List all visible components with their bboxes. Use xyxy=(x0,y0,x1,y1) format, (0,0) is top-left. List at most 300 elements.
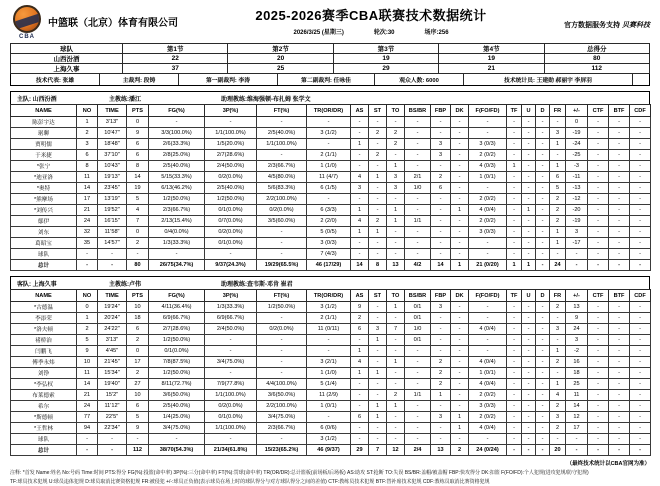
stat-cell: - xyxy=(387,335,405,346)
column-header: 第4节 xyxy=(439,44,544,54)
stat-cell: - xyxy=(588,227,609,238)
stat-cell: 葛昭宝 xyxy=(11,238,77,249)
stat-cell: - xyxy=(588,150,609,161)
table-row xyxy=(11,117,651,128)
stat-cell: 11 (4/7) xyxy=(307,172,351,183)
stat-cell: 2 (0/2) xyxy=(469,412,507,423)
stat-cell: -11 xyxy=(566,172,588,183)
stat-cell: 陈彭宇达 xyxy=(11,117,77,128)
stat-cell: 2/1 xyxy=(405,172,431,183)
stat-cell: 6 (0/6) xyxy=(307,423,351,434)
stat-cell: - xyxy=(77,434,98,445)
officials-row xyxy=(10,74,650,86)
stat-cell: 0/2(0.0%) xyxy=(257,205,307,216)
stat-cell: - xyxy=(588,194,609,205)
stat-cell: 7/8(87.5%) xyxy=(149,357,205,368)
table-row xyxy=(11,227,651,238)
stat-cell: 山西汾酒 xyxy=(11,54,123,64)
stat-cell: 1/3(33.3%) xyxy=(205,302,257,313)
stat-cell: - xyxy=(522,302,536,313)
stat-cell: 9 xyxy=(127,128,149,139)
stat-cell: - xyxy=(431,216,451,227)
stat-cell: - xyxy=(431,161,451,172)
stat-cell: 3'13" xyxy=(98,335,127,346)
stat-cell: 1 xyxy=(550,227,566,238)
stat-cell: 4 (0/4) xyxy=(469,423,507,434)
stat-cell: - xyxy=(451,313,469,324)
stat-cell: 褚桥治 xyxy=(11,335,77,346)
stat-cell: 5 xyxy=(77,335,98,346)
stat-cell: 21'45" xyxy=(98,357,127,368)
stat-cell: - xyxy=(609,346,630,357)
officials-filler xyxy=(633,74,649,85)
stat-cell: - xyxy=(588,401,609,412)
stat-cell: 4 (0/4) xyxy=(469,357,507,368)
table-row xyxy=(11,161,651,172)
data-support xyxy=(564,20,650,30)
stat-cell: - xyxy=(536,346,550,357)
stat-cell: - xyxy=(405,227,431,238)
table-row xyxy=(11,390,651,401)
stat-cell: - xyxy=(536,390,550,401)
stat-cell: 11 (0/11) xyxy=(307,324,351,335)
stat-cell: 于米捷 xyxy=(11,150,77,161)
stat-cell: 15'34" xyxy=(98,368,127,379)
stat-cell: - xyxy=(550,150,566,161)
stat-cell: 16 xyxy=(566,357,588,368)
stat-cell: 2 xyxy=(431,172,451,183)
stat-cell: - xyxy=(522,128,536,139)
stat-cell: 1 (0/1) xyxy=(307,401,351,412)
stat-cell: 10'47" xyxy=(98,128,127,139)
stat-cell: 25 xyxy=(228,64,333,74)
stat-cell: - xyxy=(451,401,469,412)
stat-cell: - xyxy=(588,205,609,216)
stat-cell: - xyxy=(630,117,651,128)
stat-cell: 4 (0/3) xyxy=(469,161,507,172)
column-header: TF xyxy=(507,105,522,117)
table-row xyxy=(11,368,651,379)
stat-cell: - xyxy=(405,238,431,249)
stat-cell: - xyxy=(609,324,630,335)
stat-cell: - xyxy=(522,227,536,238)
stat-cell: -13 xyxy=(566,183,588,194)
stat-cell: - xyxy=(609,216,630,227)
stat-cell: - xyxy=(588,216,609,227)
stat-cell: 0/4(0.0%) xyxy=(149,227,205,238)
stat-cell: - xyxy=(550,368,566,379)
stat-cell: - xyxy=(127,434,149,445)
stat-cell: 1/2(50.0%) xyxy=(149,368,205,379)
stat-cell: - xyxy=(630,313,651,324)
stat-cell: 1 xyxy=(431,390,451,401)
stat-cell: 13 xyxy=(387,260,405,271)
stat-cell: -2 xyxy=(566,346,588,357)
column-header: FG(%) xyxy=(149,290,205,302)
stat-cell: - xyxy=(205,346,257,357)
column-header: TR(OR/DR) xyxy=(307,290,351,302)
stat-cell: - xyxy=(522,183,536,194)
stat-cell: 6/9(66.7%) xyxy=(205,313,257,324)
stat-cell: 112 xyxy=(127,445,149,456)
stat-cell: - xyxy=(522,172,536,183)
stat-cell: - xyxy=(550,313,566,324)
stat-cell: - xyxy=(257,150,307,161)
stat-cell: 14'57" xyxy=(98,238,127,249)
stat-cell: - xyxy=(431,128,451,139)
stat-cell: - xyxy=(522,161,536,172)
stat-cell: 4 xyxy=(351,216,369,227)
stat-cell: 1 xyxy=(369,227,387,238)
column-header: 第1节 xyxy=(123,44,228,54)
stat-cell: 闫鹏飞 xyxy=(11,346,77,357)
stat-cell: - xyxy=(536,227,550,238)
stat-cell: 21 xyxy=(77,205,98,216)
stat-cell: - xyxy=(630,238,651,249)
table-row xyxy=(11,302,651,313)
column-header: CDF xyxy=(630,105,651,117)
stat-cell: 1 xyxy=(369,335,387,346)
stat-cell: - xyxy=(588,249,609,260)
stat-cell: - xyxy=(588,357,609,368)
stat-cell: - xyxy=(630,150,651,161)
stat-cell: 贾明儒 xyxy=(11,139,77,150)
stat-cell: *王哲林 xyxy=(11,423,77,434)
stat-cell: - xyxy=(588,379,609,390)
stat-cell: - xyxy=(507,390,522,401)
stat-cell: 2 xyxy=(431,368,451,379)
stat-cell: 24 (0/24) xyxy=(469,445,507,456)
table-row xyxy=(11,324,651,335)
stat-cell: - xyxy=(588,423,609,434)
table-row xyxy=(11,54,650,64)
stat-cell: - xyxy=(522,401,536,412)
stat-cell: - xyxy=(387,423,405,434)
column-header: CTF xyxy=(588,105,609,117)
stat-cell: - xyxy=(405,161,431,172)
stat-cell: - xyxy=(387,412,405,423)
stat-cell: - xyxy=(469,117,507,128)
stat-cell: - xyxy=(609,194,630,205)
stat-cell: 21 xyxy=(77,390,98,401)
stat-cell: - xyxy=(351,194,369,205)
stat-cell: *洛夫顿 xyxy=(11,324,77,335)
stat-cell: 3/3(100.0%) xyxy=(149,128,205,139)
column-header: CTF xyxy=(588,290,609,302)
stat-cell: - xyxy=(536,216,550,227)
stat-cell: 1/0 xyxy=(405,324,431,335)
stat-cell: 11 xyxy=(77,368,98,379)
stat-cell: - xyxy=(536,368,550,379)
column-header: TIME xyxy=(98,290,127,302)
stat-cell: 1 xyxy=(77,313,98,324)
stat-cell: 2 (0/2) xyxy=(469,150,507,161)
stat-cell: 10 xyxy=(77,357,98,368)
stat-cell: 3 xyxy=(351,183,369,194)
stat-cell: - xyxy=(387,379,405,390)
stat-cell: 2 xyxy=(431,379,451,390)
stat-cell: 总计 xyxy=(11,260,77,271)
stat-cell: 6 xyxy=(127,150,149,161)
stat-cell: 2 (1/1) xyxy=(307,313,351,324)
table-row xyxy=(11,172,651,183)
stat-cell: 2/3(66.7%) xyxy=(149,205,205,216)
stat-cell: *张宁 xyxy=(11,161,77,172)
stat-cell: - xyxy=(351,238,369,249)
stat-cell: - xyxy=(536,423,550,434)
stat-cell: - xyxy=(431,249,451,260)
stat-cell: - xyxy=(588,128,609,139)
stat-cell: -24 xyxy=(566,139,588,150)
stat-cell: - xyxy=(630,172,651,183)
stat-cell: - xyxy=(522,216,536,227)
stat-cell: 3/4(75.0%) xyxy=(149,423,205,434)
stat-cell: - xyxy=(588,445,609,456)
stat-cell: 4 (0/4) xyxy=(469,205,507,216)
column-header: FT(%) xyxy=(257,290,307,302)
stat-cell: 4/2 xyxy=(405,260,431,271)
stat-cell: 19'52" xyxy=(98,205,127,216)
stat-cell: - xyxy=(369,302,387,313)
final-stat-note: （最终技术统计以CBA官网为准） xyxy=(10,459,650,467)
table-row xyxy=(11,379,651,390)
stat-cell: 1 xyxy=(387,205,405,216)
stat-cell: - xyxy=(630,357,651,368)
stat-cell: - xyxy=(257,357,307,368)
table-row xyxy=(11,445,651,456)
stat-cell: - xyxy=(566,434,588,445)
stat-cell: - xyxy=(522,423,536,434)
stat-cell: - xyxy=(536,249,550,260)
stat-cell: - xyxy=(387,117,405,128)
column-header: FR xyxy=(550,290,566,302)
stat-cell: - xyxy=(307,412,351,423)
stat-cell: *刘传兴 xyxy=(11,205,77,216)
stat-cell: - xyxy=(609,227,630,238)
stat-cell: 3 (0/3) xyxy=(469,139,507,150)
stat-cell: *迪亚洛 xyxy=(11,172,77,183)
stat-cell: - xyxy=(522,368,536,379)
column-header: PTS xyxy=(127,290,149,302)
stat-cell: 0/1(0.0%) xyxy=(205,205,257,216)
stat-cell: - xyxy=(609,117,630,128)
stat-cell: - xyxy=(630,161,651,172)
stat-cell: 0/1(0.0%) xyxy=(205,238,257,249)
column-header: NAME xyxy=(11,105,77,117)
stat-cell: - xyxy=(351,161,369,172)
stat-cell: - xyxy=(257,313,307,324)
table-row xyxy=(11,412,651,423)
stat-cell: 球队 xyxy=(11,249,77,260)
stat-cell: 1/2(50.0%) xyxy=(205,194,257,205)
stat-cell: - xyxy=(522,117,536,128)
stat-cell: 3 (1/2) xyxy=(307,302,351,313)
stat-cell: - xyxy=(536,183,550,194)
stat-cell: - xyxy=(507,412,522,423)
column-header: +/- xyxy=(566,105,588,117)
stat-cell: - xyxy=(522,412,536,423)
stat-cell: 2/5(40.0%) xyxy=(149,401,205,412)
stat-cell: 0/2(0.0%) xyxy=(257,324,307,335)
stat-cell: 80 xyxy=(127,260,149,271)
stat-cell: - xyxy=(507,172,522,183)
stat-cell: 4/11(36.4%) xyxy=(149,302,205,313)
column-header: TIME xyxy=(98,105,127,117)
stat-cell: - xyxy=(98,445,127,456)
stat-cell: 3/4(75.0%) xyxy=(257,412,307,423)
company-name: 中篮联（北京）体育有限公司 xyxy=(48,14,178,29)
stat-cell: - xyxy=(369,117,387,128)
stat-cell: 2 xyxy=(369,150,387,161)
stat-cell: - xyxy=(507,357,522,368)
stat-cell: 2/2(100.0%) xyxy=(257,194,307,205)
legend-line-2: TF:球员技术犯规 U:球员违体犯规 D:球员取消比赛资格犯规 FR:被侵犯 +/-:球员正负值(表示球员在场上时的球队得分与对方球队得分之间的差值) CTF:教练员技术犯规 BTF:替补席技术犯规 CDF:教练员取消比赛资格犯规 xyxy=(10,478,650,486)
stat-cell: - xyxy=(609,205,630,216)
stat-cell: 1/2(50.0%) xyxy=(149,194,205,205)
stat-cell: - xyxy=(609,183,630,194)
stat-cell: - xyxy=(451,335,469,346)
stat-cell: 6 xyxy=(351,412,369,423)
stat-cell: 4 xyxy=(351,172,369,183)
stat-cell: - xyxy=(630,302,651,313)
stat-cell: - xyxy=(536,445,550,456)
stat-cell: - xyxy=(507,238,522,249)
stat-cell: 27 xyxy=(127,379,149,390)
stat-cell: - xyxy=(451,216,469,227)
stat-cell: - xyxy=(609,401,630,412)
stat-cell: 4'45" xyxy=(98,346,127,357)
stat-cell: - xyxy=(536,434,550,445)
technical-delegate: 技术代表: 张雄 xyxy=(11,74,100,85)
stat-cell: - xyxy=(522,194,536,205)
stat-cell: - xyxy=(507,445,522,456)
stat-cell: - xyxy=(257,368,307,379)
stat-cell: - xyxy=(630,445,651,456)
stat-cell: 37'10" xyxy=(98,150,127,161)
stat-cell: 3 xyxy=(566,227,588,238)
stat-cell: - xyxy=(307,194,351,205)
stat-cell: - xyxy=(351,434,369,445)
column-header: BTF xyxy=(609,290,630,302)
stat-cell: - xyxy=(609,150,630,161)
stat-cell: 0/2(0.0%) xyxy=(205,172,257,183)
stat-cell: 2 xyxy=(387,128,405,139)
stat-cell: 20 xyxy=(228,54,333,64)
stat-cell: - xyxy=(469,128,507,139)
stat-cell: 1 xyxy=(522,260,536,271)
stat-cell: - xyxy=(351,379,369,390)
stat-cell: - xyxy=(630,423,651,434)
stat-cell: 1 xyxy=(451,205,469,216)
stat-cell: - xyxy=(609,412,630,423)
stat-cell: - xyxy=(405,249,431,260)
stat-cell: - xyxy=(507,150,522,161)
stat-cell: 3 xyxy=(431,302,451,313)
stat-cell: 1 (1/0) xyxy=(307,368,351,379)
stat-cell: 0/1(0.0%) xyxy=(149,346,205,357)
stat-cell: -25 xyxy=(566,150,588,161)
stat-cell: - xyxy=(405,368,431,379)
stat-cell: - xyxy=(431,324,451,335)
stat-cell: - xyxy=(507,335,522,346)
stat-cell: - xyxy=(405,194,431,205)
stat-cell: - xyxy=(307,117,351,128)
legend-line-1: 注释: *首发 Name:姓名 No:号码 Time:时间 PTS:得分 FG(%):投篮(命中率) 3P(%):三分(命中率) FT(%):罚球(命中率) TR(OR/DR):总计篮板(前场板/后场板) AS:助攻 ST:抢断 TO:失误 BS/BR:盖帽/被盖帽 FBP:快攻得分 DK:扣篮 F(FO/FD):个人犯规(进攻犯规/防守犯规) xyxy=(10,469,650,478)
stat-cell: - xyxy=(127,249,149,260)
stat-cell: 19 xyxy=(333,54,438,64)
stat-cell: 1/4(25.0%) xyxy=(149,412,205,423)
stat-cell: - xyxy=(257,238,307,249)
stat-cell: - xyxy=(609,434,630,445)
stat-cell: - xyxy=(451,117,469,128)
stat-cell: - xyxy=(507,324,522,335)
stat-cell: 16'15" xyxy=(98,216,127,227)
stat-cell: - xyxy=(257,227,307,238)
stat-cell: 15/23(65.2%) xyxy=(257,445,307,456)
stat-cell: 1 xyxy=(507,161,522,172)
stat-cell: 2 xyxy=(127,238,149,249)
stat-cell: 24'22" xyxy=(98,324,127,335)
stat-cell: 6/13(46.2%) xyxy=(149,183,205,194)
stat-cell: 2 xyxy=(431,357,451,368)
stat-cell: - xyxy=(536,379,550,390)
stat-cell: - xyxy=(451,150,469,161)
stat-cell: 3 (1/2) xyxy=(307,128,351,139)
stat-cell: - xyxy=(609,128,630,139)
table-row xyxy=(11,401,651,412)
stat-cell: - xyxy=(630,183,651,194)
stat-cell: - xyxy=(451,238,469,249)
home-head-coach: 主教练:潘江 xyxy=(109,94,221,103)
stat-cell: - xyxy=(451,324,469,335)
stat-cell: - xyxy=(536,324,550,335)
stat-cell: *奥特 xyxy=(11,183,77,194)
stat-cell: - xyxy=(149,434,205,445)
stat-cell: 0/1 xyxy=(405,313,431,324)
stat-cell: - xyxy=(536,313,550,324)
stat-cell: - xyxy=(405,346,431,357)
stat-cell: - xyxy=(507,379,522,390)
stat-cell: 14 xyxy=(77,379,98,390)
stat-cell: 19'24" xyxy=(98,302,127,313)
stat-cell: -12 xyxy=(566,194,588,205)
stat-cell: 0 xyxy=(566,117,588,128)
stat-cell: - xyxy=(588,161,609,172)
stat-cell: 37 xyxy=(123,64,228,74)
stat-cell: 2/5(40.0%) xyxy=(149,161,205,172)
stat-cell: 3 xyxy=(431,412,451,423)
stat-cell: - xyxy=(566,260,588,271)
stat-cell: - xyxy=(369,379,387,390)
stat-cell: - xyxy=(522,150,536,161)
stat-cell: 1 xyxy=(550,379,566,390)
stat-cell: -20 xyxy=(566,205,588,216)
stat-cell: - xyxy=(451,379,469,390)
table-row xyxy=(11,128,651,139)
stat-cell: - xyxy=(609,139,630,150)
stat-cell: - xyxy=(369,194,387,205)
stat-cell: 3 xyxy=(77,139,98,150)
stat-cell: - xyxy=(451,346,469,357)
stat-cell: - xyxy=(630,216,651,227)
column-header: ST xyxy=(369,105,387,117)
stat-cell: 13 xyxy=(431,445,451,456)
stat-cell: 1 (0/1) xyxy=(469,368,507,379)
stat-cell: 23'45" xyxy=(98,183,127,194)
stat-cell: 6 (1/5) xyxy=(307,183,351,194)
stat-cell: - xyxy=(588,172,609,183)
stat-cell: 布莱德索 xyxy=(11,390,77,401)
